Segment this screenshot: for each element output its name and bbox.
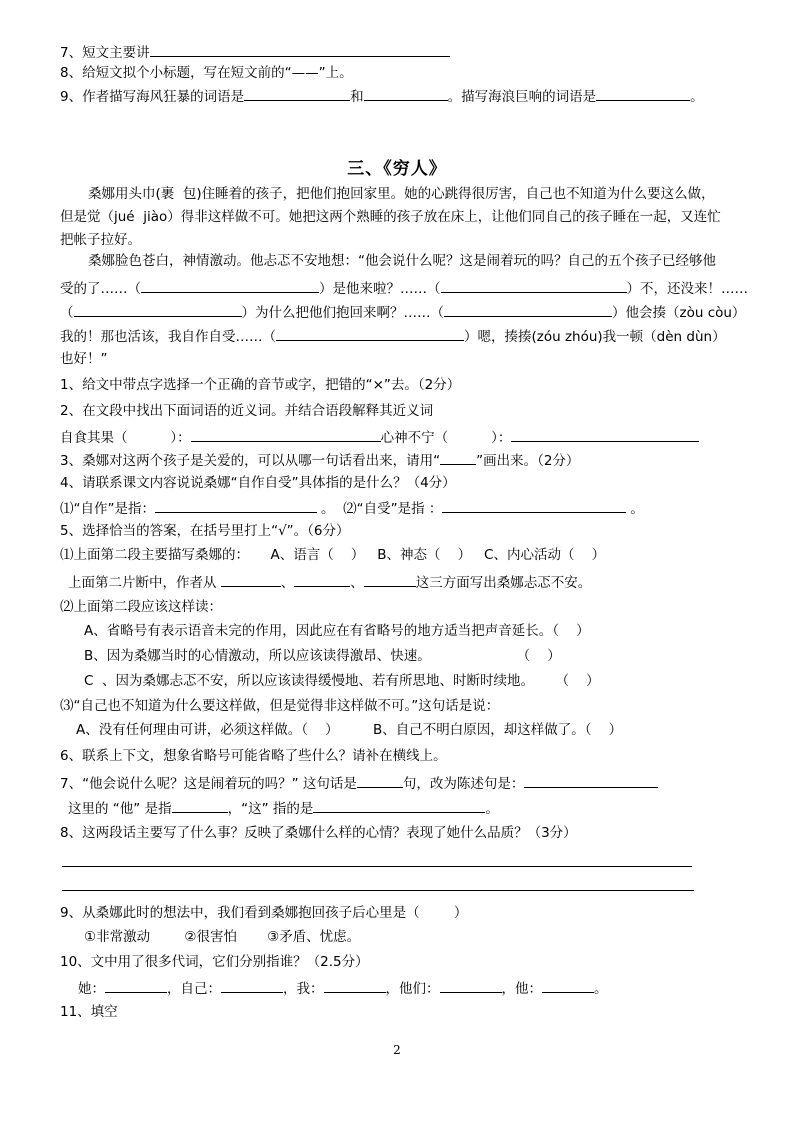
answer-blank[interactable] [511, 427, 699, 442]
answer-blank[interactable] [357, 773, 403, 788]
question-text: 上面第二片断中，作者从 [68, 575, 221, 591]
question-5-option-c: C 、因为桑娜忐忑不安，所以应该读得缓慢地、若有所思地、时断时续地。 （ ） [84, 673, 600, 689]
question-text: 心神不宁（ ）： [380, 430, 512, 446]
question-text: ⑵“自受”是指 ： [343, 501, 443, 517]
answer-blank[interactable] [244, 86, 350, 101]
answer-blank[interactable] [105, 978, 167, 993]
question-text: 和 [350, 89, 364, 105]
passage-p2-line1: 桑娜脸色苍白，神情激动。他忐忑不安地想：“他会说什么呢？这是闹着玩的吗？自己的五个孩子已经够他 [88, 253, 716, 269]
answer-blank[interactable] [441, 278, 627, 293]
question-text: ”画出来。（2分） [476, 453, 580, 469]
passage-text: （ [60, 305, 74, 321]
answer-blank[interactable] [324, 978, 386, 993]
question-text: 。 [690, 89, 704, 105]
answer-blank[interactable] [440, 450, 476, 465]
question-text: ，他们： [385, 981, 440, 997]
answer-blank[interactable] [155, 498, 317, 513]
question-9-wind-waves [60, 86, 704, 106]
question-5-part2: ⑵上面第二段应该这样读： [60, 599, 222, 615]
passage-p2-line5: 也好！” [60, 351, 108, 367]
answer-blank[interactable] [141, 278, 319, 293]
answer-blank[interactable] [150, 42, 450, 57]
question-text: 、 [280, 575, 295, 591]
question-8b: 8、这两段话主要写了什么事？反映了桑娜什么样的心情？表现了她什么品质？（3分） [60, 825, 577, 841]
question-text: 。 [594, 981, 608, 997]
answer-blank[interactable] [191, 427, 381, 442]
answer-line[interactable] [62, 866, 692, 867]
question-5-part1b [68, 572, 591, 592]
question-7b [60, 773, 658, 793]
question-text: 自食其果（ ）： [60, 430, 191, 446]
answer-line[interactable] [62, 890, 694, 891]
question-5-option-b: B、因为桑娜当时的心情激动，所以应该读得激昂、快速。 （ ） [84, 648, 561, 664]
question-9b-options: ①非常激动 ②很害怕 ③矛盾、忧虑。 [84, 929, 361, 945]
question-text: ，“这” 指的是 [227, 801, 314, 817]
question-text: 这里的 “他” 是指 [68, 801, 172, 817]
question-5: 5、选择恰当的答案，在括号里打上“√”。（6分） [60, 523, 350, 539]
question-5-option-a: A、省略号有表示语音未完的作用，因此应在有省略号的地方适当把声音延长。（ ） [84, 623, 590, 639]
passage-text: 我的！那也活该，我自作自受……（ [60, 329, 276, 345]
question-text: 9、作者描写海风狂暴的词语是 [60, 89, 245, 105]
question-10: 10、文中用了很多代词，它们分别指谁？（2.5分） [60, 954, 369, 970]
question-text: 3、桑娜对这两个孩子是关爱的，可以从哪一句话看出来，请用“ [60, 453, 441, 469]
question-2: 2、在文段中找出下面词语的近义词。并结合语段解释其近义词 [60, 403, 434, 419]
question-2-answer-row [60, 427, 699, 447]
answer-blank[interactable] [364, 572, 416, 587]
answer-blank[interactable] [364, 86, 448, 101]
answer-blank[interactable] [172, 798, 228, 813]
question-text: 。描写海浪巨响的词语是 [447, 89, 597, 105]
passage-p1-line2: 但是觉（jué jiào）得非这样做不可。她把这两个熟睡的孩子放在床上，让他们同自己的孩子睡在一起，又连忙 [60, 209, 721, 225]
question-4-answers: ⑴“自作”是指： 。 ⑵“自受”是指 ： 。 [60, 498, 644, 518]
question-7b-line2 [68, 798, 499, 818]
answer-blank[interactable] [444, 302, 612, 317]
answer-blank[interactable] [442, 498, 626, 513]
question-text: 句，改为陈述句是： [402, 776, 525, 792]
question-9b: 9、从桑娜此时的想法中，我们看到桑娜抱回孩子后心里是（ ） [60, 905, 468, 921]
question-label: 7、短文主要讲 [60, 45, 150, 61]
question-text: ，我： [283, 981, 324, 997]
question-5-part3-options: A、没有任何理由可讲，必须这样做。（ ） B、自己不明白原因，却这样做了。（ ） [76, 722, 623, 738]
passage-text: ）他会揍（zòu còu） [612, 305, 746, 321]
answer-blank[interactable] [313, 798, 485, 813]
question-10-answers [78, 978, 608, 998]
passage-text: ）嗯，揍揍(zóu zhóu)我一顿（dèn dùn） [464, 329, 726, 345]
question-11: 11、填空 [60, 1004, 118, 1020]
passage-text: 受的了……（ [60, 281, 141, 297]
question-text: ，他： [501, 981, 542, 997]
answer-blank[interactable] [524, 773, 658, 788]
question-5-part3: ⑶“自己也不知道为什么要这样做，但是觉得非这样做不可。”这句话是说： [60, 698, 500, 714]
passage-p1-line3: 把帐子拉好。 [60, 232, 141, 248]
question-3 [60, 450, 579, 470]
question-text: 7、“他会说什么呢？这是闹着玩的吗？” 这句话是 [60, 776, 357, 792]
question-6: 6、联系上下文，想象省略号可能省略了些什么？请补在横线上。 [60, 748, 447, 764]
question-text: 、 [350, 575, 364, 591]
question-4: 4、请联系课文内容说说桑娜“自作自受”具体指的是什么？（4分） [60, 475, 456, 491]
passage-text: ）是他来啦？……（ [319, 281, 441, 297]
question-text: 。 [485, 801, 499, 817]
question-1: 1、给文中带点字选择一个正确的音节或字，把错的“×”去。（2分） [60, 377, 461, 393]
passage-p2-line4 [60, 326, 726, 346]
question-text: 这三方面写出桑娜忐忑不安。 [415, 575, 592, 591]
answer-blank[interactable] [596, 86, 690, 101]
answer-blank[interactable] [221, 572, 281, 587]
question-text: 她： [78, 981, 105, 997]
question-8-subtitle: 8、给短文拟个小标题，写在短文前的“——”上。 [60, 65, 353, 81]
question-7-short-text [60, 42, 450, 62]
passage-p1-line1: 桑娜用头巾(裹 包)住睡着的孩子，把他们抱回家里。她的心跳得很厉害，自己也不知道为什么要这么做， [88, 186, 715, 202]
section-title: 三、《穷人》 [347, 159, 447, 179]
answer-blank[interactable] [221, 978, 283, 993]
passage-p2-line3 [60, 302, 745, 322]
answer-blank[interactable] [294, 572, 350, 587]
passage-text: ）为什么把他们抱回来啊？……（ [241, 305, 444, 321]
passage-p2-line2 [60, 278, 748, 298]
page-number: 2 [393, 1043, 401, 1057]
question-text: ，自己： [167, 981, 221, 997]
answer-blank[interactable] [440, 978, 502, 993]
question-text: ⑴“自作”是指： [60, 501, 155, 517]
question-5-part1: ⑴上面第二段主要描写桑娜的： A、语言（ ） B、神态（ ） C、内心活动（ ） [60, 547, 606, 563]
answer-blank[interactable] [542, 978, 594, 993]
answer-blank[interactable] [276, 326, 464, 341]
passage-text: ）不，还没来！…… [626, 281, 748, 297]
answer-blank[interactable] [74, 302, 242, 317]
